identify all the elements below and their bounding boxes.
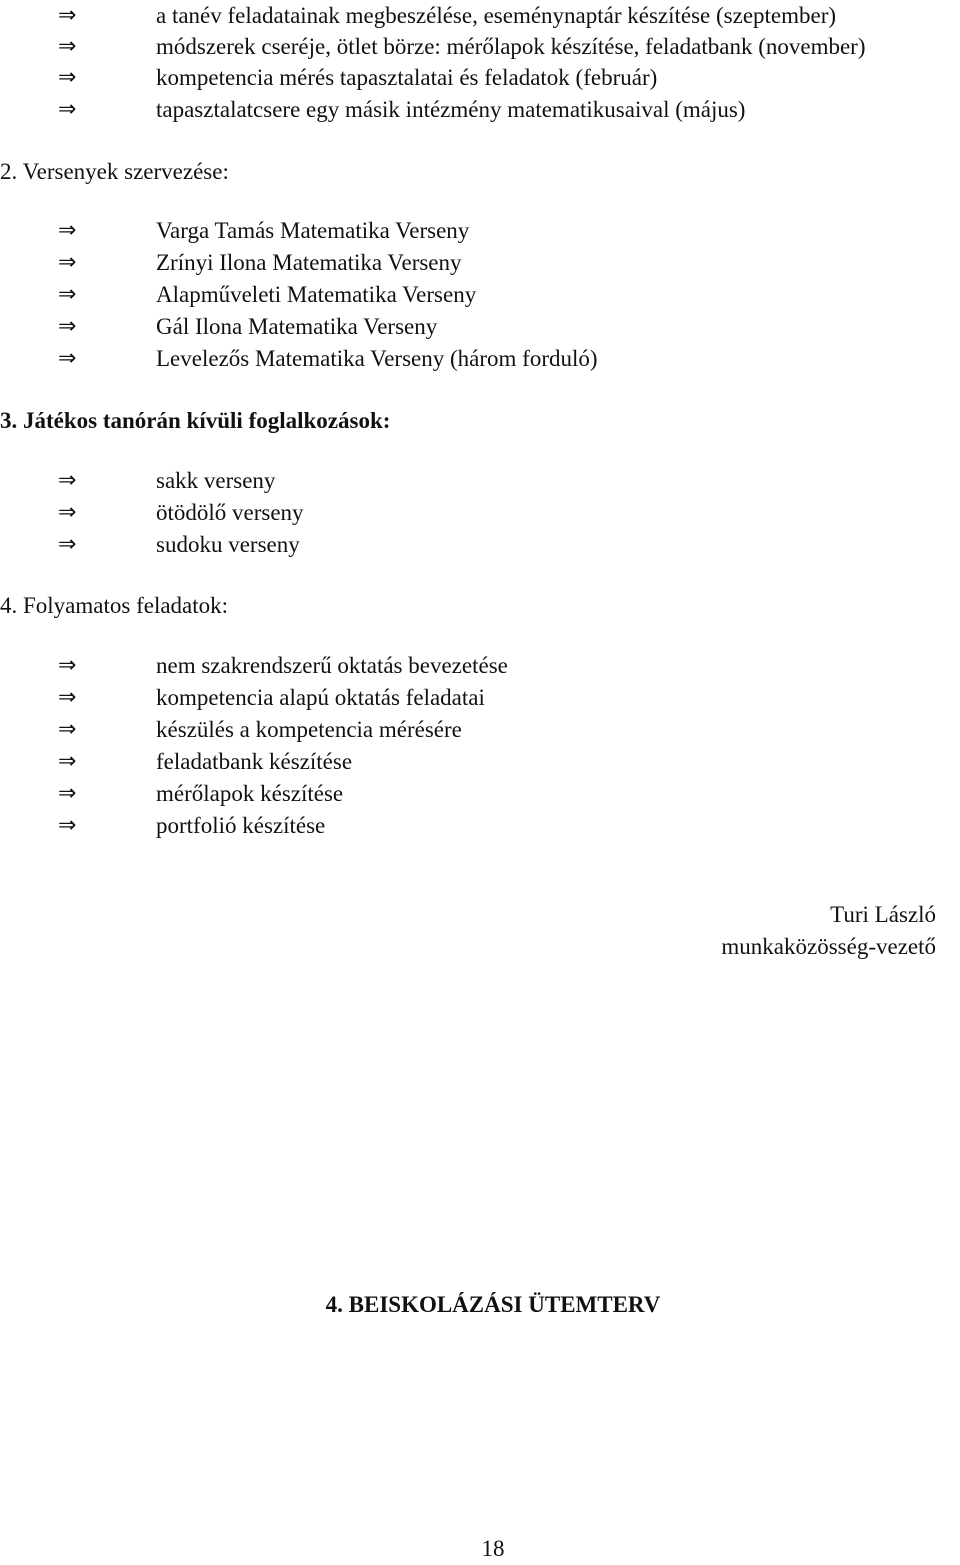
list-item-text: ötödölő verseny <box>156 500 304 525</box>
list-item-text: készülés a kompetencia mérésére <box>156 717 462 742</box>
signature-name: Turi László <box>830 902 936 927</box>
list-item-text: Varga Tamás Matematika Verseny <box>156 218 470 243</box>
signature-role: munkaközösség-vezető <box>721 934 936 959</box>
double-arrow-icon: ⇒ <box>58 749 77 774</box>
list-item-text: kompetencia alapú oktatás feladatai <box>156 685 485 710</box>
list-item-text: Levelezős Matematika Verseny (három forduló) <box>156 346 598 371</box>
double-arrow-icon: ⇒ <box>58 3 77 28</box>
double-arrow-icon: ⇒ <box>58 97 77 122</box>
list-item-text: portfolió készítése <box>156 813 326 838</box>
double-arrow-icon: ⇒ <box>58 653 77 678</box>
list-item-text: nem szakrendszerű oktatás bevezetése <box>156 653 508 678</box>
section-heading-competitions: 2. Versenyek szervezése: <box>0 159 229 184</box>
page-number: 18 <box>481 1536 505 1561</box>
double-arrow-icon: ⇒ <box>58 218 77 243</box>
list-item-text: Zrínyi Ilona Matematika Verseny <box>156 250 462 275</box>
section-heading-games: 3. Játékos tanórán kívüli foglalkozások: <box>0 408 391 433</box>
list-item-text: Alapműveleti Matematika Verseny <box>156 282 477 307</box>
double-arrow-icon: ⇒ <box>58 65 77 90</box>
list-item-text: sudoku verseny <box>156 532 300 557</box>
double-arrow-icon: ⇒ <box>58 781 77 806</box>
double-arrow-icon: ⇒ <box>58 282 77 307</box>
list-item-text: a tanév feladatainak megbeszélése, eseménynaptár készítése (szeptember) <box>156 3 837 28</box>
double-arrow-icon: ⇒ <box>58 346 77 371</box>
double-arrow-icon: ⇒ <box>58 685 77 710</box>
double-arrow-icon: ⇒ <box>58 250 77 275</box>
double-arrow-icon: ⇒ <box>58 468 77 493</box>
double-arrow-icon: ⇒ <box>58 532 77 557</box>
section-title: 4. BEISKOLÁZÁSI ÜTEMTERV <box>325 1292 661 1317</box>
double-arrow-icon: ⇒ <box>58 717 77 742</box>
list-item-text: kompetencia mérés tapasztalatai és feladatok (február) <box>156 65 658 90</box>
list-item-text: feladatbank készítése <box>156 749 353 774</box>
list-item-text: sakk verseny <box>156 468 276 493</box>
list-item-text: módszerek cseréje, ötlet börze: mérőlapok készítése, feladatbank (november) <box>156 34 866 59</box>
double-arrow-icon: ⇒ <box>58 500 77 525</box>
list-item-text: mérőlapok készítése <box>156 781 344 806</box>
list-item-text: Gál Ilona Matematika Verseny <box>156 314 438 339</box>
double-arrow-icon: ⇒ <box>58 813 77 838</box>
list-item-text: tapasztalatcsere egy másik intézmény matematikusaival (május) <box>156 97 746 122</box>
section-heading-continuous-tasks: 4. Folyamatos feladatok: <box>0 593 229 618</box>
double-arrow-icon: ⇒ <box>58 314 77 339</box>
double-arrow-icon: ⇒ <box>58 34 77 59</box>
